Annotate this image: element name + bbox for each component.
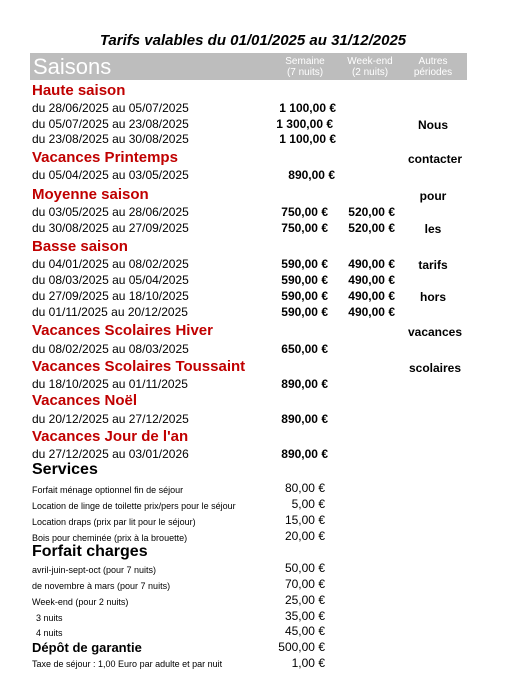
price-week: 590,00 € [281, 305, 328, 319]
section-depot-garantie: Dépôt de garantie [32, 640, 142, 655]
date-range: du 27/12/2025 au 03/01/2026 [32, 447, 189, 461]
section-moyenne-saison: Moyenne saison [32, 186, 149, 203]
charge-price: 70,00 € [284, 577, 325, 591]
side-note-word: les [424, 222, 442, 236]
side-note-word: tarifs [418, 258, 448, 272]
service-label: Location draps (prix par lit pour le séjour) [32, 517, 196, 527]
header-autres-line2: périodes [413, 67, 453, 78]
charge-price: 50,00 € [284, 561, 325, 575]
price-week: 750,00 € [281, 205, 328, 219]
date-range: du 20/12/2025 au 27/12/2025 [32, 412, 189, 426]
header-autres-line1: Autres [418, 56, 448, 67]
header-semaine-line2: (7 nuits) [286, 67, 324, 78]
charge-price: 35,00 € [284, 609, 325, 623]
price-week: 1 100,00 € [279, 101, 336, 115]
service-price: 20,00 € [284, 529, 325, 543]
service-label: Bois pour cheminée (prix à la brouette) [32, 533, 188, 543]
price-week: 890,00 € [281, 447, 328, 461]
section-vacances-printemps: Vacances Printemps [32, 149, 178, 166]
date-range: du 03/05/2025 au 28/06/2025 [32, 205, 189, 219]
charge-label: 3 nuits [36, 613, 63, 623]
side-note-word: contacter [407, 152, 463, 166]
section-services: Services [32, 461, 98, 478]
section-vacances-hiver: Vacances Scolaires Hiver [32, 322, 213, 339]
price-week: 650,00 € [281, 342, 328, 356]
service-label: Location de linge de toilette prix/pers pour le séjour [32, 501, 236, 511]
header-semaine [275, 56, 335, 78]
header-weekend-line1: Week-end [347, 56, 393, 67]
date-range: du 08/02/2025 au 08/03/2025 [32, 342, 189, 356]
taxe-label: Taxe de séjour : 1,00 Euro par adulte et par nuit [32, 659, 223, 669]
price-week: 1 300,00 € [276, 117, 333, 131]
charge-price: 45,00 € [284, 624, 325, 638]
header-weekend-line2: (2 nuits) [351, 67, 389, 78]
side-note-word: scolaires [408, 361, 462, 375]
charge-price: 25,00 € [284, 593, 325, 607]
date-range: du 30/08/2025 au 27/09/2025 [32, 221, 189, 235]
section-haute-saison: Haute saison [32, 82, 126, 99]
section-vacances-jour-de-lan: Vacances Jour de l'an [32, 428, 189, 445]
service-price: 15,00 € [284, 513, 325, 527]
price-weekend: 520,00 € [348, 221, 395, 235]
date-range: du 01/11/2025 au 20/12/2025 [32, 305, 188, 319]
taxe-price: 1,00 € [291, 656, 325, 670]
date-range: du 27/09/2025 au 18/10/2025 [32, 289, 189, 303]
price-week: 890,00 € [288, 168, 335, 182]
date-range: du 08/03/2025 au 05/04/2025 [32, 273, 189, 287]
price-week: 890,00 € [281, 377, 328, 391]
price-week: 890,00 € [281, 412, 328, 426]
date-range: du 18/10/2025 au 01/11/2025 [32, 377, 188, 391]
side-note-word: vacances [407, 325, 463, 339]
price-weekend: 490,00 € [348, 289, 395, 303]
header-autres [402, 56, 464, 78]
date-range: du 05/04/2025 au 03/05/2025 [32, 168, 189, 182]
date-range: du 05/07/2025 au 23/08/2025 [32, 117, 189, 131]
charge-label: Week-end (pour 2 nuits) [32, 597, 129, 607]
section-basse-saison: Basse saison [32, 238, 128, 255]
price-weekend: 520,00 € [348, 205, 395, 219]
price-week: 590,00 € [281, 289, 328, 303]
date-range: du 04/01/2025 au 08/02/2025 [32, 257, 189, 271]
header-weekend [340, 56, 400, 78]
price-week: 1 100,00 € [279, 132, 336, 146]
depot-price: 500,00 € [278, 640, 325, 654]
date-range: du 23/08/2025 au 30/08/2025 [32, 132, 189, 146]
service-price: 80,00 € [284, 481, 325, 495]
section-vacances-noel: Vacances Noël [32, 392, 138, 409]
price-weekend: 490,00 € [348, 273, 395, 287]
service-price: 5,00 € [291, 497, 325, 511]
price-week: 590,00 € [281, 257, 328, 271]
charge-label: avril-juin-sept-oct (pour 7 nuits) [32, 565, 157, 575]
charge-label: 4 nuits [36, 628, 63, 638]
section-forfait-charges: Forfait charges [32, 543, 148, 560]
price-weekend: 490,00 € [348, 257, 395, 271]
price-week: 590,00 € [281, 273, 328, 287]
side-note-word: hors [419, 290, 446, 304]
price-weekend: 490,00 € [348, 305, 395, 319]
charge-label: de novembre à mars (pour 7 nuits) [32, 581, 171, 591]
header-saisons: Saisons [33, 54, 112, 79]
side-note-word: Nous [418, 118, 448, 132]
side-note-word: pour [419, 189, 447, 203]
header-semaine-line1: Semaine [285, 56, 325, 67]
service-label: Forfait ménage optionnel fin de séjour [32, 485, 184, 495]
page-title: Tarifs valables du 01/01/2025 au 31/12/2025 [99, 32, 407, 49]
date-range: du 28/06/2025 au 05/07/2025 [32, 101, 189, 115]
price-week: 750,00 € [281, 221, 328, 235]
section-vacances-toussaint: Vacances Scolaires Toussaint [32, 358, 246, 375]
